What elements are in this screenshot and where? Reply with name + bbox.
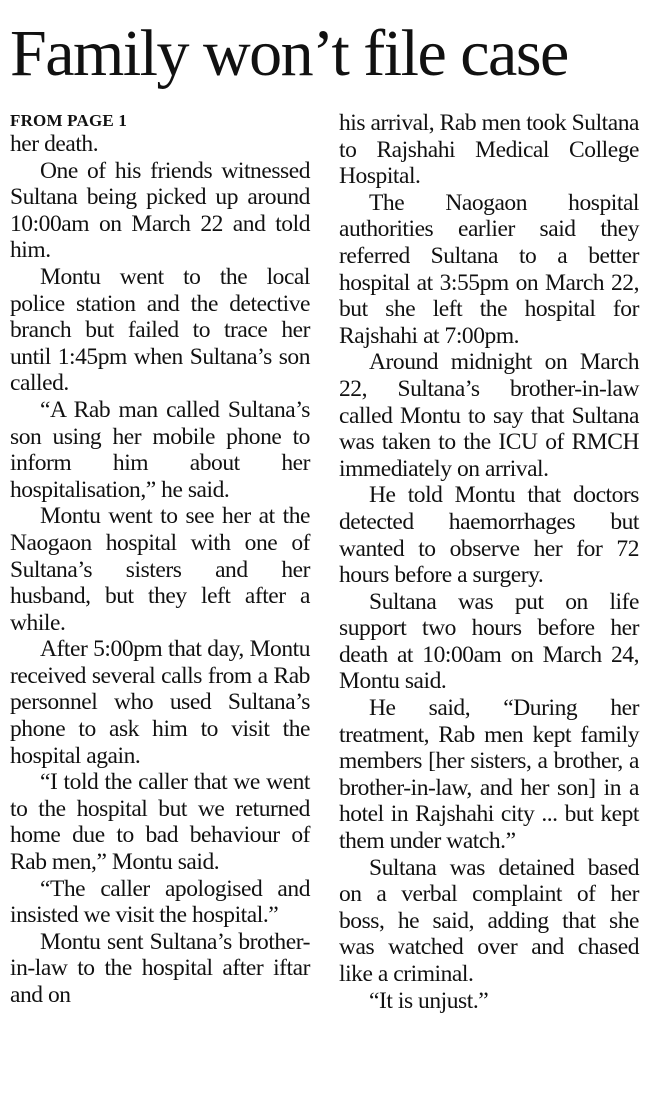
paragraph: “A Rab man called Sultana’s son using her mobile phone to inform him about her hospitalisation,” he said. bbox=[10, 396, 310, 503]
paragraph: After 5:00pm that day, Montu received several calls from a Rab personnel who used Sultana’s phone to ask him to visit the hospital again. bbox=[10, 636, 310, 769]
article-column-left bbox=[10, 110, 310, 1009]
paragraph: Sultana was put on life support two hours before her death at 10:00am on March 24, Montu said. bbox=[339, 588, 639, 695]
paragraph: Around midnight on March 22, Sultana’s brother-in-law called Montu to say that Sultana was taken to the ICU of RMCH immediately on arrival. bbox=[339, 349, 639, 482]
headline: Family won’t file case bbox=[10, 17, 568, 90]
paragraph: He said, “During her treatment, Rab men kept family members [her sisters, a brother, a brother-in-law, and her son] in a hotel in Rajshahi city ... but kept them under watch.” bbox=[339, 695, 639, 855]
paragraph: “I told the caller that we went to the hospital but we returned home due to bad behaviour of Rab men,” Montu said. bbox=[10, 769, 310, 876]
paragraph: He told Montu that doctors detected haemorrhages but wanted to observe her for 72 hours before a surgery. bbox=[339, 482, 639, 589]
paragraph: Montu sent Sultana’s brother-in-law to the hospital after iftar and on bbox=[10, 928, 310, 1008]
from-page-kicker: FROM PAGE 1 bbox=[10, 111, 128, 130]
paragraph: Sultana was detained based on a verbal complaint of her boss, he said, adding that she was watched over and chased like a criminal. bbox=[339, 854, 639, 987]
paragraph: One of his friends witnessed Sultana being picked up around 10:00am on March 22 and told him. bbox=[10, 157, 310, 264]
paragraph: her death. bbox=[10, 131, 99, 157]
article-column-right bbox=[339, 110, 639, 1014]
paragraph: The Naogaon hospital authorities earlier said they referred Sultana to a better hospital at 3:55pm on March 22, but she left the hospital for Rajshahi at 7:00pm. bbox=[339, 189, 639, 349]
paragraph: Montu went to see her at the Naogaon hospital with one of Sultana’s sisters and her husband, but they left after a while. bbox=[10, 503, 310, 636]
paragraph: his arrival, Rab men took Sultana to Rajshahi Medical College Hospital. bbox=[339, 110, 639, 190]
paragraph: “The caller apologised and insisted we visit the hospital.” bbox=[10, 875, 310, 929]
paragraph: “It is unjust.” bbox=[369, 987, 489, 1014]
paragraph: Montu went to the local police station and the detective branch but failed to trace her until 1:45pm when Sultana’s son called. bbox=[10, 263, 310, 397]
